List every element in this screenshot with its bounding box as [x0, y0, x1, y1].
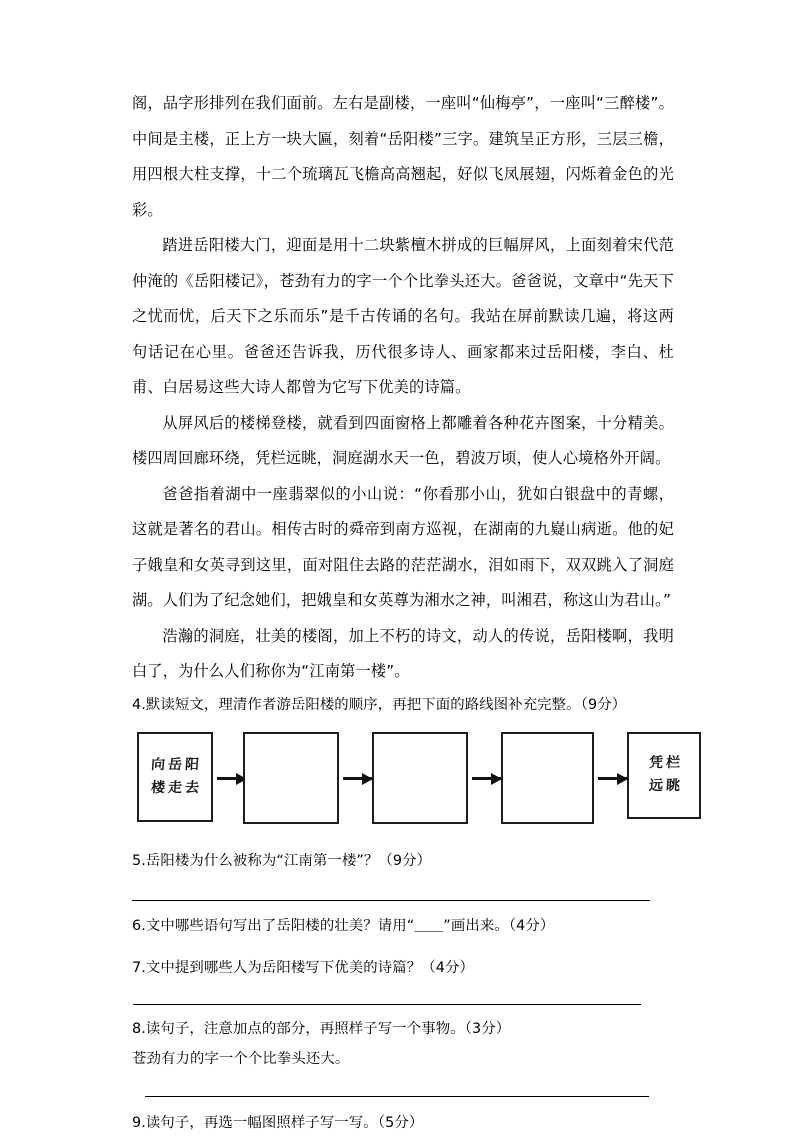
flowchart-arrow-3 — [472, 777, 501, 780]
body-paragraph-3: 从屏风后的楼梯登楼，就看到四面窗格上都雕着各种花卉图案，十分精美。楼四周回廊环绕，凭栏远眺，洞庭湖水天一色，碧波万顷，使人心境格外开阔。 — [132, 413, 674, 467]
body-paragraph-2: 踏进岳阳楼大门，迎面是用十二块紫檀木拼成的巨幅屏风，上面刻着宋代范仲淹的《岳阳楼记》，苍劲有力的字一个个比拳头还大。爸爸说，文章中“先天下之忧而忧，后天下之乐而乐”是千古传诵的名句。我站在屏前默读几遍，将这两句话记在心里。爸爸还告诉我，历代很多诗人、画家都来过岳阳楼，李白、杜甫、白居易这些大诗人都曾为它写下优美的诗篇。 — [132, 236, 674, 396]
flowchart-box-1[interactable] — [137, 732, 213, 822]
question-8-example-sentence: 苍劲有力的字一个个比拳头还大。 — [132, 1050, 350, 1067]
flowchart-arrow-1 — [217, 777, 246, 780]
page-content — [132, 86, 684, 1138]
question-7: 7.文中提到哪些人为岳阳楼写下优美的诗篇？（4分） — [132, 959, 474, 976]
question-6: 6.文中哪些语句写出了岳阳楼的壮美？请用“＿＿”画出来。（4分） — [132, 917, 555, 934]
question-9: 9.读句子，再选一幅图照样子写一写。（5分） — [132, 1114, 424, 1131]
flowchart-box-1-line-2: 楼走去 — [150, 779, 203, 796]
flowchart-box-3[interactable] — [372, 732, 468, 824]
flowchart-arrow-4 — [598, 777, 627, 780]
flowchart-box-5-line-1: 凭栏 — [647, 755, 684, 771]
flowchart-box-4[interactable] — [501, 732, 594, 824]
body-paragraph-4: 爸爸指着湖中一座翡翠似的小山说：“你看那小山，犹如白银盘中的青螺，这就是著名的君山。相传古时的舜帝到南方巡视，在湖南的九嶷山病逝。他的妃子娥皇和女英寻到这里，面对阻住去路的茫茫湖水，泪如雨下，双双跳入了洞庭湖。人们为了纪念她们，把娥皇和女英尊为湘水之神，叫湘君，称这山为君山。” — [132, 484, 674, 609]
flowchart-arrow-2 — [343, 777, 372, 780]
body-paragraph-5: 浩瀚的洞庭，壮美的楼阁，加上不朽的诗文，动人的传说，岳阳楼啊，我明白了，为什么人们称你为“江南第一楼”。 — [132, 626, 674, 680]
flowchart-box-5-line-2: 远眺 — [647, 778, 684, 794]
question-8: 8.读句子，注意加点的部分，再照样子写一个事物。（3分） — [132, 1020, 511, 1037]
flowchart-box-5[interactable] — [627, 732, 701, 819]
route-flowchart — [132, 726, 684, 830]
body-paragraph-1: 阁，品字形排列在我们面前。左右是副楼，一座叫“仙梅亭”，一座叫“三醉楼”。中间是主楼，正上方一块大匾，刻着“岳阳楼”三字。建筑呈正方形，三层三檐，用四根大柱支撑，十二个琉璃瓦飞檐高高翘起，好似飞凤展翅，闪烁着金色的光彩。 — [132, 94, 674, 219]
flowchart-box-2[interactable] — [243, 732, 339, 824]
question-5: 5.岳阳楼为什么被称为“江南第一楼”？（9分） — [132, 852, 432, 869]
question-4: 4.默读短文，理清作者游岳阳楼的顺序，再把下面的路线图补充完整。（9分） — [132, 696, 627, 713]
flowchart-box-1-line-1: 向岳阳 — [150, 756, 203, 773]
